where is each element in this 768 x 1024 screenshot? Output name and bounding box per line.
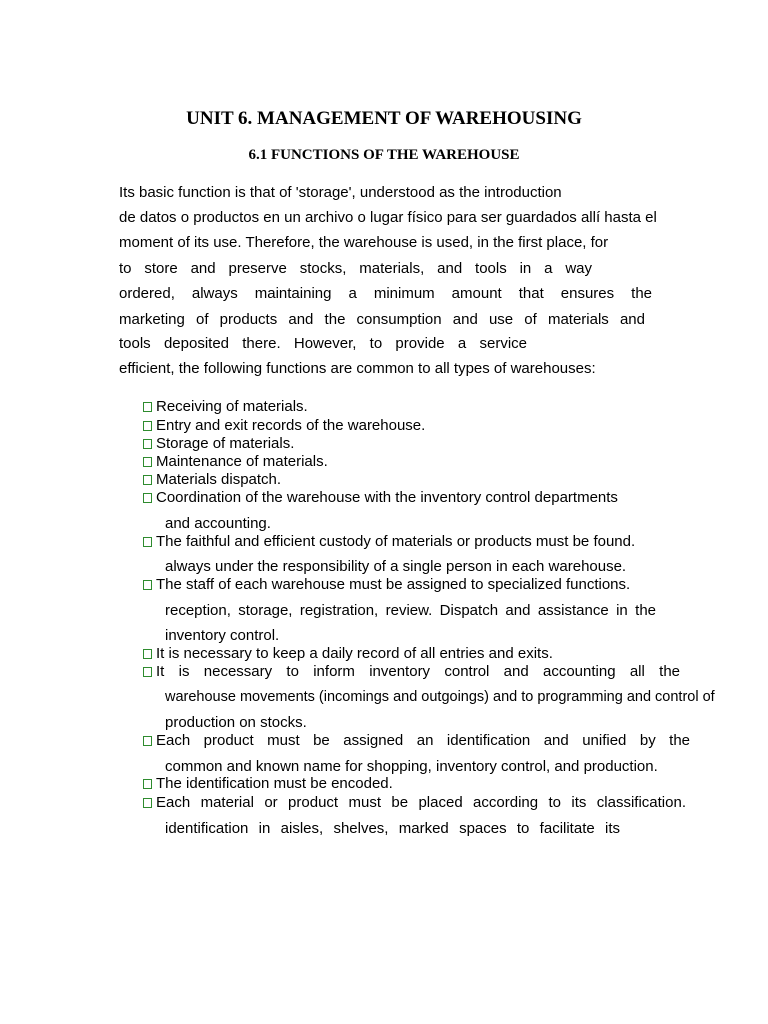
- paragraph-line: ordered, always maintaining a minimum amount that ensures the: [119, 285, 652, 302]
- paragraph-line: marketing of products and the consumption and use of materials and: [119, 311, 645, 328]
- list-item: [143, 663, 682, 681]
- list-item: [143, 489, 618, 507]
- list-item: [143, 453, 328, 471]
- paragraph-line: de datos o productos en un archivo o lugar físico para ser guardados allí hasta el: [119, 209, 657, 226]
- list-item-text: Materials dispatch.: [156, 471, 282, 488]
- paragraph-line: to store and preserve stocks, materials, and tools in a way: [119, 260, 592, 277]
- checkbox-bullet-icon: [143, 493, 152, 503]
- list-item-text: Entry and exit records of the warehouse.: [156, 417, 426, 434]
- list-item-text: The faithful and efficient custody of materials or products must be found.: [156, 533, 636, 550]
- checkbox-bullet-icon: [143, 649, 152, 659]
- list-item: [143, 576, 630, 594]
- list-item-continuation: reception, storage, registration, review. Dispatch and assistance in the: [165, 602, 656, 619]
- list-item-continuation: warehouse movements (incomings and outgoings) and to programming and control of: [165, 689, 715, 705]
- section-heading: 6.1 FUNCTIONS OF THE WAREHOUSE: [248, 147, 520, 163]
- paragraph-line: Its basic function is that of 'storage', understood as the introduction: [119, 184, 562, 201]
- paragraph-line: moment of its use. Therefore, the warehouse is used, in the first place, for: [119, 234, 609, 251]
- list-item-text: Coordination of the warehouse with the inventory control departments: [156, 489, 618, 506]
- paragraph-line: efficient, the following functions are common to all types of warehouses:: [119, 360, 596, 377]
- paragraph-line: tools deposited there. However, to provide a service: [119, 335, 527, 352]
- checkbox-bullet-icon: [143, 779, 152, 789]
- list-item: [143, 471, 281, 489]
- list-item-text: Each material or product must be placed according to its classification.: [156, 794, 686, 811]
- list-item-continuation: identification in aisles, shelves, marked spaces to facilitate its: [165, 820, 620, 837]
- list-item-continuation: common and known name for shopping, inventory control, and production.: [165, 758, 658, 775]
- checkbox-bullet-icon: [143, 736, 152, 746]
- checkbox-bullet-icon: [143, 798, 152, 808]
- list-item: [143, 775, 393, 793]
- checkbox-bullet-icon: [143, 537, 152, 547]
- list-item-text: The staff of each warehouse must be assigned to specialized functions.: [156, 576, 631, 593]
- list-item-text: The identification must be encoded.: [156, 775, 393, 792]
- checkbox-bullet-icon: [143, 421, 152, 431]
- list-item: [143, 417, 425, 435]
- list-item-text: Each product must be assigned an identification and unified by the: [156, 732, 690, 749]
- list-item-text: It is necessary to keep a daily record of all entries and exits.: [156, 645, 553, 662]
- list-item: [143, 398, 308, 416]
- list-item-continuation: and accounting.: [165, 515, 271, 532]
- list-item-continuation: always under the responsibility of a single person in each warehouse.: [165, 558, 627, 575]
- checkbox-bullet-icon: [143, 667, 152, 677]
- list-item: [143, 732, 692, 750]
- list-item-continuation: production on stocks.: [165, 714, 307, 731]
- list-item: [143, 435, 294, 453]
- list-item-text: It is necessary to inform inventory control and accounting all the: [156, 663, 680, 680]
- checkbox-bullet-icon: [143, 475, 152, 485]
- page-title: UNIT 6. MANAGEMENT OF WAREHOUSING: [186, 108, 582, 129]
- list-item-text: Maintenance of materials.: [156, 453, 328, 470]
- checkbox-bullet-icon: [143, 439, 152, 449]
- list-item-text: Storage of materials.: [156, 435, 295, 452]
- list-item: [143, 794, 688, 812]
- list-item: [143, 533, 635, 551]
- list-item-continuation: inventory control.: [165, 627, 280, 644]
- checkbox-bullet-icon: [143, 457, 152, 467]
- list-item-text: Receiving of materials.: [156, 398, 308, 415]
- list-item: [143, 645, 553, 663]
- checkbox-bullet-icon: [143, 402, 152, 412]
- checkbox-bullet-icon: [143, 580, 152, 590]
